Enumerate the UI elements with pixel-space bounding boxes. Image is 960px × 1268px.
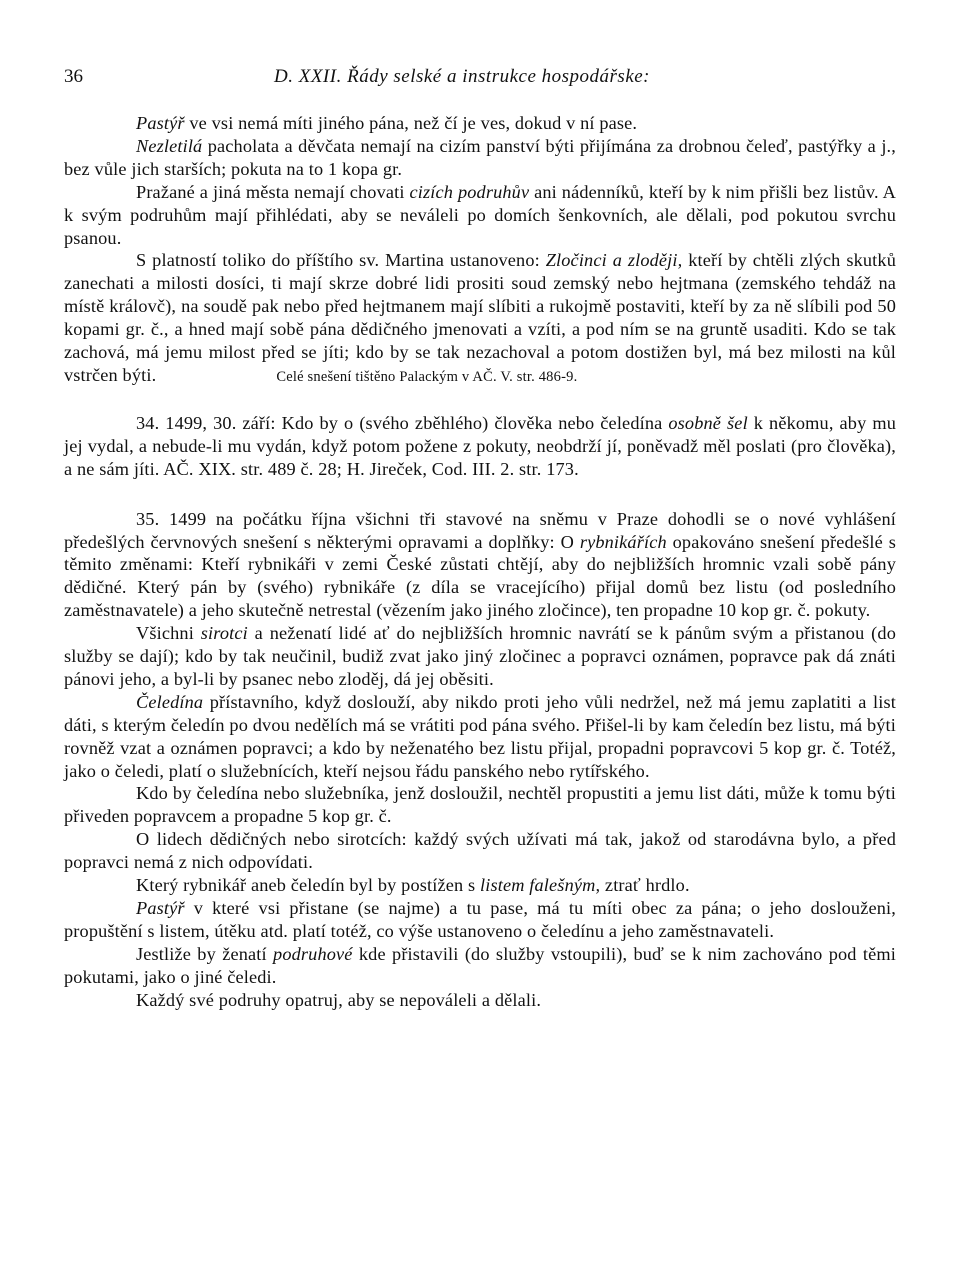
paragraph-criminals (64, 249, 896, 388)
emphasis: listem falešným, (480, 875, 601, 896)
text: přístavního, když doslouží, aby nikdo proti jeho vůli nedržel, než má jemu zaplatiti a list dáti, s kterým čeledín po dvou nedělích má se vrátiti pod pána svého. Přišel-li by kam čeledín bez listu, má býti rovněž vzat a oznámen popravci; a kdo by neženatého bez listu přijal, propadni popravcovi 5 kop gr. č. Totéž, jako o čeledi, platí o služebnících, kteří nejsou řádu panského nebo rytířského. (64, 691, 896, 781)
text: ztrať hrdlo. (600, 875, 690, 896)
paragraph-servants (64, 691, 896, 783)
running-title: D. XXII. Řády selské a instrukce hospodářske: (274, 66, 651, 87)
paragraph-prague-lodgers (64, 181, 896, 250)
text: Každý své podruhy opatruj, aby se nepováleli a dělali. (136, 989, 542, 1010)
paragraph-entry-35 (64, 508, 896, 623)
spacer (64, 481, 896, 508)
text: pacholata a děvčata nemají na cizím panství býti přijímána za drobnou čeleď, pastýřky a j., bez vůle jich starších; pokuta na to 1 kopa gr. (64, 135, 896, 179)
text: 34. 1499, 30. září: Kdo by o (svého zběhlého) člověka nebo čeledína (136, 412, 669, 433)
paragraph-hereditary (64, 828, 896, 874)
emphasis: Pastýř (136, 113, 185, 133)
emphasis: osobně šel (668, 412, 748, 433)
body-text (64, 112, 896, 1012)
text: 35. 1499 na počátku října všichni tři stavové na sněmu v Praze dohodli se o nové vyhlášení předešlých červnových snešení s některými opravami a doplňky: O (64, 508, 896, 552)
paragraph-orphans (64, 622, 896, 691)
text: ve vsi nemá míti jiného pána, než čí je ves, dokud v ní pase. (184, 113, 638, 133)
paragraph-final (64, 989, 896, 1012)
text: k někomu, aby mu jej vydal, a nebude-li mu vydán, když potom požene z pokuty, neobdrží jí, poněvadž měl poslati (pro člověka), a ne sám jíti. AČ. XIX. str. 489 č. 28; H. Jireček, Cod. III. 2. str. 173. (64, 412, 896, 479)
text: S platností toliko do příštího sv. Martina ustanoveno: (136, 250, 546, 271)
paragraph-entry-34 (64, 412, 896, 481)
text: a neženatí lidé ať do nejbližších hromnic navrátí se k pánům svým a přistanou (do služby se dají); kdo by tak neučinil, budiž zvat jako jiný zločinec a popravci oznámen, popravce pak dá znáti pánovi jeho, a byl-li by psanec nebo zloděj, dá jej oběsiti. (64, 623, 896, 689)
text: Kdo by čeledína nebo služebníka, jenž dosloužil, nechtěl propustiti a jemu list dáti, může k tomu býti přiveden popravcem a propadne 5 kop gr. č. (64, 783, 896, 827)
text: v které vsi přistane (se najme) a tu pase, má tu míti obec za pána; o jeho doslouženi, propuštění s listem, útěku atd. platí totéž, co výše ustanoveno o čeledínu a jeho zaměstnavateli. (64, 898, 896, 941)
text: Který rybnikář aneb čeledín byl by postížen s (136, 875, 480, 896)
paragraph-release (64, 782, 896, 828)
source-note: Celé snešení tištěno Palackým v AČ. V. str. 486-9. (276, 368, 578, 385)
text: Jestliže by ženatí (136, 943, 274, 964)
text: O lidech dědičných nebo sirotcích: každý svých užívati má tak, jakož od starodávna bylo, a před popravci nemá z nich odpovídati. (64, 829, 896, 873)
text: kteří by chtěli zlých skutků zanechati a milosti dosíci, ti mají skrze dobré lidi prositi soud zemský nebo hejtmana (zemského tehdáž na místě královč), na soudě pak nebo před hejtmanem mají slíbiti a rukojmě postaviti, kteří by za ně slíbili pod 50 kopami gr. č., a hned mají sobě pána dědičného jmenovati a vzíti, a pod ním se na gruntě usaditi. Kdo se tak zachová, má jemu milost před se jíti; kdo by se tak nezachoval a potom dostižen byl, má bez milosti na kůl vstrčen býti. (64, 250, 896, 385)
emphasis: sirotci (200, 623, 248, 644)
page-header (64, 66, 896, 92)
text: ani nádenníků, kteří by k nim přišli bez listův. A k svým podruhům mají přihlédati, aby se neváleli po domích šenkovních, ale dělali, pod pokutou svrchu psanou. (64, 181, 896, 248)
emphasis: podruhové (273, 943, 353, 964)
paragraph-false-letter (64, 874, 896, 897)
text: Všichni (136, 623, 201, 644)
paragraph-married-lodgers (64, 943, 896, 989)
emphasis: Čeledína (136, 691, 204, 712)
text: Pražané a jiná města nemají chovati (136, 181, 410, 202)
text: kde přistavili (do služby vstoupili), buď se k nim zachováno pod těmi pokutami, jako o jiné čeledi. (64, 943, 896, 987)
text: opakováno snešení předešlé s těmito změnami: Kteří rybnikáři v zemi České zůstati chtějí, aby do nejbližších hromnic vzali sobě pány dědičné. Který pán by (svého) rybnikáře (z díla se vracejícího) přijal domů bez listu (od posledního zaměstnavatele) a jeho skutečně netrestal (vězením jako jiného zločince), ten propadne 10 kop gr. č. pokuty. (64, 531, 896, 621)
emphasis: Nezletilá (136, 135, 203, 156)
paragraph-minors (64, 135, 896, 181)
emphasis: Pastýř (136, 898, 185, 918)
paragraph-shepherd (64, 112, 896, 135)
emphasis: cizích podruhův (409, 181, 530, 202)
spacer (64, 389, 896, 412)
page-number: 36 (64, 66, 83, 87)
emphasis: Zločinci a zloději, (545, 250, 683, 271)
emphasis: rybnikářích (579, 531, 667, 552)
paragraph-shepherd-village (64, 897, 896, 943)
